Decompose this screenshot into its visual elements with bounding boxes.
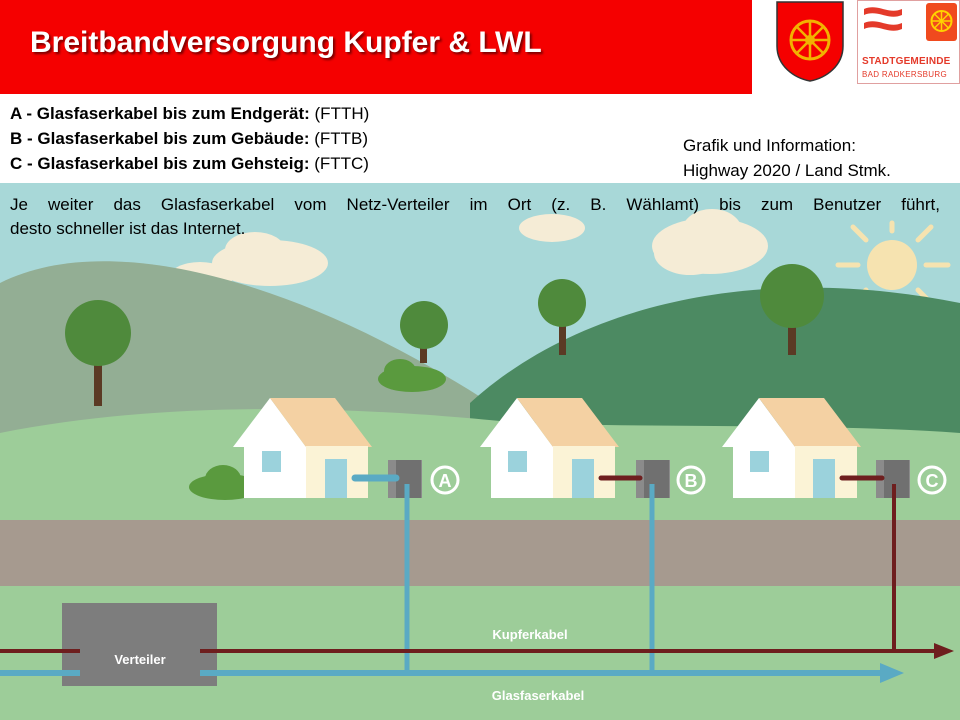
intro-line2: desto schneller ist das Internet. xyxy=(10,219,246,238)
road xyxy=(0,520,960,586)
credit-line2: Highway 2020 / Land Stmk. xyxy=(683,161,891,180)
broadband-diagram xyxy=(0,183,960,720)
legend-item-c: C - Glasfaserkabel bis zum Gehsteig: (FTTC) xyxy=(10,154,369,173)
credit-line1: Grafik und Information: xyxy=(683,136,856,155)
coat-of-arms-icon xyxy=(774,0,846,82)
source-credit xyxy=(683,133,891,183)
copper-label: Kupferkabel xyxy=(492,627,568,642)
page-title: Breitbandversorgung Kupfer & LWL xyxy=(30,26,542,59)
municipality-name-line2: BAD RADKERSBURG xyxy=(862,70,947,79)
distributor-label: Verteiler xyxy=(114,652,166,667)
title-banner xyxy=(0,0,752,94)
distributor-box xyxy=(62,603,217,686)
svg-text:B: B xyxy=(684,471,698,491)
svg-text:C: C xyxy=(925,471,939,491)
municipality-logo xyxy=(857,0,960,84)
svg-text:A: A xyxy=(438,471,452,491)
municipality-name-line1: STADTGEMEINDE xyxy=(862,56,951,67)
legend-item-b: B - Glasfaserkabel bis zum Gebäude: (FTTB) xyxy=(10,129,369,148)
intro-text xyxy=(10,193,940,241)
legend-item-a: A - Glasfaserkabel bis zum Endgerät: (FTTH) xyxy=(10,104,370,123)
legend xyxy=(10,101,369,176)
intro-line1: Je weiter das Glasfaserkabel vom Netz-Verteiler im Ort (z. B. Wählamt) bis zum Benutzer führt, xyxy=(10,195,940,214)
fiber-label: Glasfaserkabel xyxy=(491,688,585,703)
municipality-emblem-icon xyxy=(858,1,960,49)
